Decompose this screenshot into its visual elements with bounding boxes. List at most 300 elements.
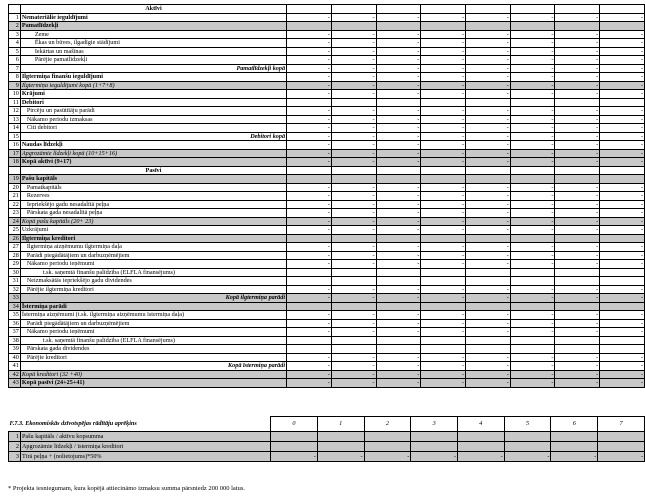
value-cell[interactable]: - bbox=[287, 149, 332, 158]
value-cell[interactable]: - bbox=[331, 311, 376, 320]
value-cell[interactable] bbox=[331, 22, 376, 31]
value-cell[interactable]: - bbox=[376, 260, 421, 269]
value-cell[interactable] bbox=[376, 5, 421, 14]
value-cell[interactable]: - bbox=[421, 319, 466, 328]
value-cell[interactable]: - bbox=[600, 319, 645, 328]
value-cell[interactable]: - bbox=[555, 39, 600, 48]
value-cell[interactable] bbox=[600, 277, 645, 286]
value-cell[interactable] bbox=[600, 234, 645, 243]
value-cell[interactable]: - bbox=[421, 200, 466, 209]
value-cell[interactable]: - bbox=[466, 319, 511, 328]
value-cell[interactable]: - bbox=[331, 13, 376, 22]
value-cell[interactable] bbox=[331, 98, 376, 107]
value-cell[interactable]: - bbox=[376, 362, 421, 371]
value-cell[interactable]: - bbox=[510, 192, 555, 201]
value-cell[interactable] bbox=[376, 268, 421, 277]
value-cell[interactable]: - bbox=[376, 30, 421, 39]
value-cell[interactable] bbox=[421, 175, 466, 184]
value-cell[interactable]: - bbox=[287, 353, 332, 362]
value-cell[interactable] bbox=[421, 166, 466, 175]
value-cell[interactable]: - bbox=[555, 353, 600, 362]
value-cell[interactable]: - bbox=[510, 183, 555, 192]
value-cell[interactable] bbox=[555, 234, 600, 243]
value-cell[interactable]: - bbox=[376, 379, 421, 388]
value-cell[interactable]: - bbox=[555, 362, 600, 371]
ratio-value-cell[interactable] bbox=[551, 432, 598, 442]
value-cell[interactable]: - bbox=[421, 90, 466, 99]
value-cell[interactable]: - bbox=[421, 30, 466, 39]
value-cell[interactable]: - bbox=[466, 141, 511, 150]
value-cell[interactable]: - bbox=[331, 107, 376, 116]
value-cell[interactable]: - bbox=[287, 370, 332, 379]
value-cell[interactable]: - bbox=[376, 13, 421, 22]
value-cell[interactable]: - bbox=[331, 124, 376, 133]
value-cell[interactable] bbox=[421, 22, 466, 31]
value-cell[interactable] bbox=[376, 302, 421, 311]
value-cell[interactable]: - bbox=[466, 81, 511, 90]
value-cell[interactable]: - bbox=[287, 328, 332, 337]
value-cell[interactable]: - bbox=[376, 251, 421, 260]
ratio-value-cell[interactable]: - bbox=[364, 452, 411, 462]
value-cell[interactable]: - bbox=[600, 294, 645, 303]
value-cell[interactable]: - bbox=[600, 243, 645, 252]
ratio-value-cell[interactable]: - bbox=[504, 452, 551, 462]
value-cell[interactable]: - bbox=[555, 124, 600, 133]
value-cell[interactable]: - bbox=[287, 362, 332, 371]
value-cell[interactable]: - bbox=[555, 64, 600, 73]
value-cell[interactable]: - bbox=[555, 328, 600, 337]
value-cell[interactable] bbox=[331, 302, 376, 311]
value-cell[interactable]: - bbox=[331, 47, 376, 56]
value-cell[interactable]: - bbox=[600, 56, 645, 65]
value-cell[interactable]: - bbox=[555, 379, 600, 388]
value-cell[interactable]: - bbox=[555, 209, 600, 218]
value-cell[interactable] bbox=[376, 336, 421, 345]
value-cell[interactable] bbox=[376, 98, 421, 107]
value-cell[interactable]: - bbox=[510, 285, 555, 294]
value-cell[interactable]: - bbox=[510, 294, 555, 303]
ratio-value-cell[interactable] bbox=[271, 442, 318, 452]
value-cell[interactable]: - bbox=[376, 353, 421, 362]
value-cell[interactable]: - bbox=[331, 353, 376, 362]
value-cell[interactable]: - bbox=[287, 81, 332, 90]
value-cell[interactable]: - bbox=[600, 379, 645, 388]
value-cell[interactable] bbox=[421, 302, 466, 311]
value-cell[interactable] bbox=[287, 5, 332, 14]
value-cell[interactable]: - bbox=[555, 319, 600, 328]
value-cell[interactable]: - bbox=[510, 107, 555, 116]
value-cell[interactable]: - bbox=[331, 192, 376, 201]
value-cell[interactable] bbox=[331, 268, 376, 277]
value-cell[interactable]: - bbox=[287, 39, 332, 48]
value-cell[interactable]: - bbox=[510, 124, 555, 133]
value-cell[interactable] bbox=[466, 336, 511, 345]
value-cell[interactable]: - bbox=[376, 217, 421, 226]
value-cell[interactable]: - bbox=[510, 64, 555, 73]
value-cell[interactable]: - bbox=[510, 362, 555, 371]
value-cell[interactable]: - bbox=[376, 90, 421, 99]
value-cell[interactable] bbox=[510, 22, 555, 31]
value-cell[interactable]: - bbox=[331, 158, 376, 167]
value-cell[interactable]: - bbox=[600, 370, 645, 379]
value-cell[interactable]: - bbox=[376, 56, 421, 65]
value-cell[interactable]: - bbox=[331, 328, 376, 337]
value-cell[interactable]: - bbox=[555, 285, 600, 294]
value-cell[interactable]: - bbox=[331, 209, 376, 218]
value-cell[interactable]: - bbox=[421, 183, 466, 192]
value-cell[interactable]: - bbox=[287, 311, 332, 320]
value-cell[interactable]: - bbox=[510, 251, 555, 260]
value-cell[interactable]: - bbox=[376, 200, 421, 209]
value-cell[interactable]: - bbox=[331, 217, 376, 226]
value-cell[interactable]: - bbox=[510, 311, 555, 320]
value-cell[interactable] bbox=[466, 175, 511, 184]
value-cell[interactable]: - bbox=[421, 285, 466, 294]
value-cell[interactable]: - bbox=[421, 260, 466, 269]
value-cell[interactable]: - bbox=[287, 285, 332, 294]
value-cell[interactable] bbox=[555, 166, 600, 175]
value-cell[interactable]: - bbox=[466, 217, 511, 226]
value-cell[interactable]: - bbox=[466, 294, 511, 303]
value-cell[interactable]: - bbox=[376, 192, 421, 201]
value-cell[interactable]: - bbox=[376, 39, 421, 48]
ratio-value-cell[interactable]: - bbox=[551, 452, 598, 462]
value-cell[interactable]: - bbox=[331, 379, 376, 388]
value-cell[interactable]: - bbox=[600, 13, 645, 22]
value-cell[interactable]: - bbox=[421, 243, 466, 252]
value-cell[interactable]: - bbox=[287, 209, 332, 218]
ratio-value-cell[interactable] bbox=[457, 442, 504, 452]
value-cell[interactable] bbox=[287, 234, 332, 243]
value-cell[interactable]: - bbox=[421, 81, 466, 90]
value-cell[interactable] bbox=[555, 277, 600, 286]
value-cell[interactable]: - bbox=[466, 124, 511, 133]
value-cell[interactable] bbox=[555, 302, 600, 311]
value-cell[interactable]: - bbox=[287, 64, 332, 73]
ratio-value-cell[interactable] bbox=[317, 442, 364, 452]
ratio-value-cell[interactable] bbox=[598, 442, 645, 452]
value-cell[interactable]: - bbox=[287, 158, 332, 167]
value-cell[interactable]: - bbox=[600, 311, 645, 320]
value-cell[interactable]: - bbox=[510, 30, 555, 39]
value-cell[interactable]: - bbox=[466, 260, 511, 269]
value-cell[interactable]: - bbox=[510, 260, 555, 269]
value-cell[interactable]: - bbox=[331, 81, 376, 90]
value-cell[interactable]: - bbox=[600, 260, 645, 269]
value-cell[interactable]: - bbox=[555, 192, 600, 201]
value-cell[interactable] bbox=[510, 345, 555, 354]
value-cell[interactable]: - bbox=[287, 251, 332, 260]
value-cell[interactable]: - bbox=[510, 90, 555, 99]
value-cell[interactable]: - bbox=[376, 209, 421, 218]
value-cell[interactable]: - bbox=[510, 115, 555, 124]
value-cell[interactable]: - bbox=[600, 132, 645, 141]
value-cell[interactable] bbox=[466, 345, 511, 354]
value-cell[interactable]: - bbox=[510, 158, 555, 167]
value-cell[interactable] bbox=[555, 268, 600, 277]
value-cell[interactable]: - bbox=[331, 260, 376, 269]
value-cell[interactable]: - bbox=[466, 200, 511, 209]
value-cell[interactable]: - bbox=[287, 30, 332, 39]
value-cell[interactable]: - bbox=[421, 226, 466, 235]
value-cell[interactable]: - bbox=[600, 39, 645, 48]
value-cell[interactable]: - bbox=[421, 251, 466, 260]
value-cell[interactable] bbox=[510, 5, 555, 14]
value-cell[interactable] bbox=[555, 175, 600, 184]
value-cell[interactable]: - bbox=[466, 158, 511, 167]
value-cell[interactable]: - bbox=[510, 243, 555, 252]
value-cell[interactable]: - bbox=[421, 141, 466, 150]
value-cell[interactable]: - bbox=[466, 379, 511, 388]
value-cell[interactable]: - bbox=[510, 319, 555, 328]
value-cell[interactable]: - bbox=[287, 192, 332, 201]
value-cell[interactable]: - bbox=[510, 328, 555, 337]
value-cell[interactable] bbox=[376, 234, 421, 243]
ratio-value-cell[interactable] bbox=[411, 432, 458, 442]
value-cell[interactable] bbox=[287, 22, 332, 31]
value-cell[interactable]: - bbox=[287, 124, 332, 133]
value-cell[interactable]: - bbox=[600, 90, 645, 99]
value-cell[interactable]: - bbox=[555, 260, 600, 269]
value-cell[interactable]: - bbox=[376, 64, 421, 73]
value-cell[interactable] bbox=[510, 336, 555, 345]
value-cell[interactable]: - bbox=[510, 353, 555, 362]
ratio-value-cell[interactable]: - bbox=[411, 452, 458, 462]
value-cell[interactable]: - bbox=[376, 285, 421, 294]
value-cell[interactable]: - bbox=[466, 226, 511, 235]
value-cell[interactable] bbox=[600, 302, 645, 311]
value-cell[interactable] bbox=[287, 98, 332, 107]
value-cell[interactable]: - bbox=[466, 90, 511, 99]
value-cell[interactable]: - bbox=[600, 149, 645, 158]
ratio-value-cell[interactable] bbox=[271, 432, 318, 442]
value-cell[interactable]: - bbox=[600, 30, 645, 39]
value-cell[interactable]: - bbox=[600, 124, 645, 133]
value-cell[interactable]: - bbox=[376, 328, 421, 337]
value-cell[interactable]: - bbox=[600, 115, 645, 124]
value-cell[interactable]: - bbox=[555, 251, 600, 260]
value-cell[interactable]: - bbox=[287, 73, 332, 82]
value-cell[interactable] bbox=[555, 5, 600, 14]
value-cell[interactable]: - bbox=[287, 13, 332, 22]
value-cell[interactable] bbox=[421, 268, 466, 277]
value-cell[interactable]: - bbox=[421, 56, 466, 65]
value-cell[interactable] bbox=[331, 345, 376, 354]
ratio-value-cell[interactable]: - bbox=[271, 452, 318, 462]
value-cell[interactable]: - bbox=[600, 64, 645, 73]
value-cell[interactable]: - bbox=[421, 209, 466, 218]
value-cell[interactable]: - bbox=[421, 39, 466, 48]
value-cell[interactable] bbox=[376, 345, 421, 354]
value-cell[interactable]: - bbox=[287, 319, 332, 328]
value-cell[interactable]: - bbox=[600, 107, 645, 116]
value-cell[interactable]: - bbox=[600, 362, 645, 371]
ratio-value-cell[interactable]: - bbox=[457, 452, 504, 462]
value-cell[interactable]: - bbox=[331, 64, 376, 73]
value-cell[interactable] bbox=[376, 277, 421, 286]
value-cell[interactable]: - bbox=[555, 30, 600, 39]
value-cell[interactable] bbox=[331, 234, 376, 243]
value-cell[interactable] bbox=[466, 22, 511, 31]
value-cell[interactable] bbox=[331, 336, 376, 345]
value-cell[interactable]: - bbox=[466, 149, 511, 158]
value-cell[interactable] bbox=[555, 22, 600, 31]
ratio-value-cell[interactable] bbox=[457, 432, 504, 442]
value-cell[interactable] bbox=[287, 302, 332, 311]
value-cell[interactable] bbox=[421, 336, 466, 345]
value-cell[interactable]: - bbox=[510, 47, 555, 56]
value-cell[interactable]: - bbox=[421, 353, 466, 362]
value-cell[interactable] bbox=[600, 345, 645, 354]
value-cell[interactable] bbox=[600, 336, 645, 345]
value-cell[interactable]: - bbox=[600, 328, 645, 337]
value-cell[interactable] bbox=[287, 175, 332, 184]
value-cell[interactable] bbox=[376, 175, 421, 184]
value-cell[interactable]: - bbox=[421, 115, 466, 124]
value-cell[interactable]: - bbox=[555, 311, 600, 320]
value-cell[interactable]: - bbox=[466, 192, 511, 201]
value-cell[interactable] bbox=[555, 345, 600, 354]
value-cell[interactable]: - bbox=[287, 183, 332, 192]
value-cell[interactable]: - bbox=[421, 192, 466, 201]
value-cell[interactable]: - bbox=[466, 285, 511, 294]
value-cell[interactable] bbox=[466, 234, 511, 243]
value-cell[interactable]: - bbox=[331, 251, 376, 260]
value-cell[interactable] bbox=[510, 98, 555, 107]
value-cell[interactable]: - bbox=[466, 64, 511, 73]
value-cell[interactable]: - bbox=[331, 243, 376, 252]
value-cell[interactable]: - bbox=[510, 217, 555, 226]
ratio-value-cell[interactable] bbox=[504, 442, 551, 452]
ratio-value-cell[interactable]: - bbox=[598, 452, 645, 462]
value-cell[interactable]: - bbox=[421, 217, 466, 226]
value-cell[interactable]: - bbox=[376, 124, 421, 133]
value-cell[interactable]: - bbox=[510, 149, 555, 158]
value-cell[interactable] bbox=[376, 22, 421, 31]
ratio-value-cell[interactable] bbox=[317, 432, 364, 442]
value-cell[interactable] bbox=[466, 277, 511, 286]
value-cell[interactable]: - bbox=[466, 115, 511, 124]
value-cell[interactable]: - bbox=[287, 115, 332, 124]
value-cell[interactable]: - bbox=[421, 158, 466, 167]
ratio-value-cell[interactable] bbox=[364, 442, 411, 452]
value-cell[interactable]: - bbox=[331, 132, 376, 141]
value-cell[interactable]: - bbox=[466, 47, 511, 56]
value-cell[interactable] bbox=[600, 268, 645, 277]
value-cell[interactable]: - bbox=[600, 73, 645, 82]
value-cell[interactable]: - bbox=[331, 149, 376, 158]
value-cell[interactable]: - bbox=[287, 260, 332, 269]
value-cell[interactable]: - bbox=[376, 183, 421, 192]
value-cell[interactable]: - bbox=[555, 183, 600, 192]
value-cell[interactable]: - bbox=[331, 285, 376, 294]
value-cell[interactable]: - bbox=[376, 319, 421, 328]
value-cell[interactable]: - bbox=[376, 158, 421, 167]
value-cell[interactable]: - bbox=[331, 56, 376, 65]
value-cell[interactable] bbox=[466, 98, 511, 107]
value-cell[interactable]: - bbox=[376, 107, 421, 116]
value-cell[interactable]: - bbox=[555, 243, 600, 252]
value-cell[interactable] bbox=[287, 345, 332, 354]
value-cell[interactable]: - bbox=[287, 141, 332, 150]
value-cell[interactable]: - bbox=[600, 81, 645, 90]
value-cell[interactable] bbox=[600, 98, 645, 107]
value-cell[interactable]: - bbox=[376, 141, 421, 150]
value-cell[interactable]: - bbox=[376, 132, 421, 141]
value-cell[interactable]: - bbox=[555, 81, 600, 90]
value-cell[interactable]: - bbox=[331, 370, 376, 379]
value-cell[interactable]: - bbox=[555, 56, 600, 65]
value-cell[interactable] bbox=[600, 175, 645, 184]
value-cell[interactable]: - bbox=[510, 141, 555, 150]
value-cell[interactable]: - bbox=[600, 209, 645, 218]
value-cell[interactable] bbox=[510, 277, 555, 286]
value-cell[interactable] bbox=[466, 268, 511, 277]
value-cell[interactable]: - bbox=[510, 379, 555, 388]
value-cell[interactable]: - bbox=[466, 39, 511, 48]
value-cell[interactable]: - bbox=[466, 56, 511, 65]
value-cell[interactable]: - bbox=[466, 30, 511, 39]
value-cell[interactable]: - bbox=[555, 226, 600, 235]
value-cell[interactable]: - bbox=[555, 149, 600, 158]
value-cell[interactable] bbox=[287, 336, 332, 345]
value-cell[interactable] bbox=[555, 98, 600, 107]
value-cell[interactable]: - bbox=[331, 200, 376, 209]
value-cell[interactable]: - bbox=[331, 30, 376, 39]
value-cell[interactable]: - bbox=[331, 226, 376, 235]
value-cell[interactable]: - bbox=[376, 47, 421, 56]
value-cell[interactable]: - bbox=[555, 294, 600, 303]
value-cell[interactable]: - bbox=[466, 209, 511, 218]
value-cell[interactable] bbox=[466, 302, 511, 311]
value-cell[interactable]: - bbox=[287, 217, 332, 226]
value-cell[interactable]: - bbox=[466, 132, 511, 141]
value-cell[interactable]: - bbox=[600, 158, 645, 167]
value-cell[interactable]: - bbox=[421, 124, 466, 133]
value-cell[interactable]: - bbox=[555, 370, 600, 379]
value-cell[interactable]: - bbox=[466, 73, 511, 82]
value-cell[interactable]: - bbox=[466, 107, 511, 116]
value-cell[interactable] bbox=[331, 277, 376, 286]
value-cell[interactable]: - bbox=[510, 370, 555, 379]
value-cell[interactable]: - bbox=[376, 149, 421, 158]
value-cell[interactable] bbox=[466, 166, 511, 175]
value-cell[interactable]: - bbox=[555, 132, 600, 141]
value-cell[interactable]: - bbox=[555, 141, 600, 150]
value-cell[interactable] bbox=[510, 175, 555, 184]
value-cell[interactable]: - bbox=[421, 379, 466, 388]
value-cell[interactable]: - bbox=[555, 158, 600, 167]
value-cell[interactable]: - bbox=[600, 141, 645, 150]
value-cell[interactable]: - bbox=[510, 200, 555, 209]
value-cell[interactable]: - bbox=[555, 13, 600, 22]
value-cell[interactable]: - bbox=[287, 132, 332, 141]
value-cell[interactable]: - bbox=[466, 251, 511, 260]
value-cell[interactable]: - bbox=[421, 64, 466, 73]
value-cell[interactable]: - bbox=[421, 13, 466, 22]
value-cell[interactable]: - bbox=[510, 132, 555, 141]
value-cell[interactable] bbox=[510, 234, 555, 243]
value-cell[interactable]: - bbox=[555, 90, 600, 99]
value-cell[interactable] bbox=[466, 5, 511, 14]
value-cell[interactable] bbox=[287, 166, 332, 175]
value-cell[interactable]: - bbox=[376, 370, 421, 379]
value-cell[interactable]: - bbox=[600, 285, 645, 294]
value-cell[interactable]: - bbox=[466, 328, 511, 337]
value-cell[interactable]: - bbox=[287, 243, 332, 252]
value-cell[interactable] bbox=[600, 5, 645, 14]
value-cell[interactable]: - bbox=[466, 353, 511, 362]
